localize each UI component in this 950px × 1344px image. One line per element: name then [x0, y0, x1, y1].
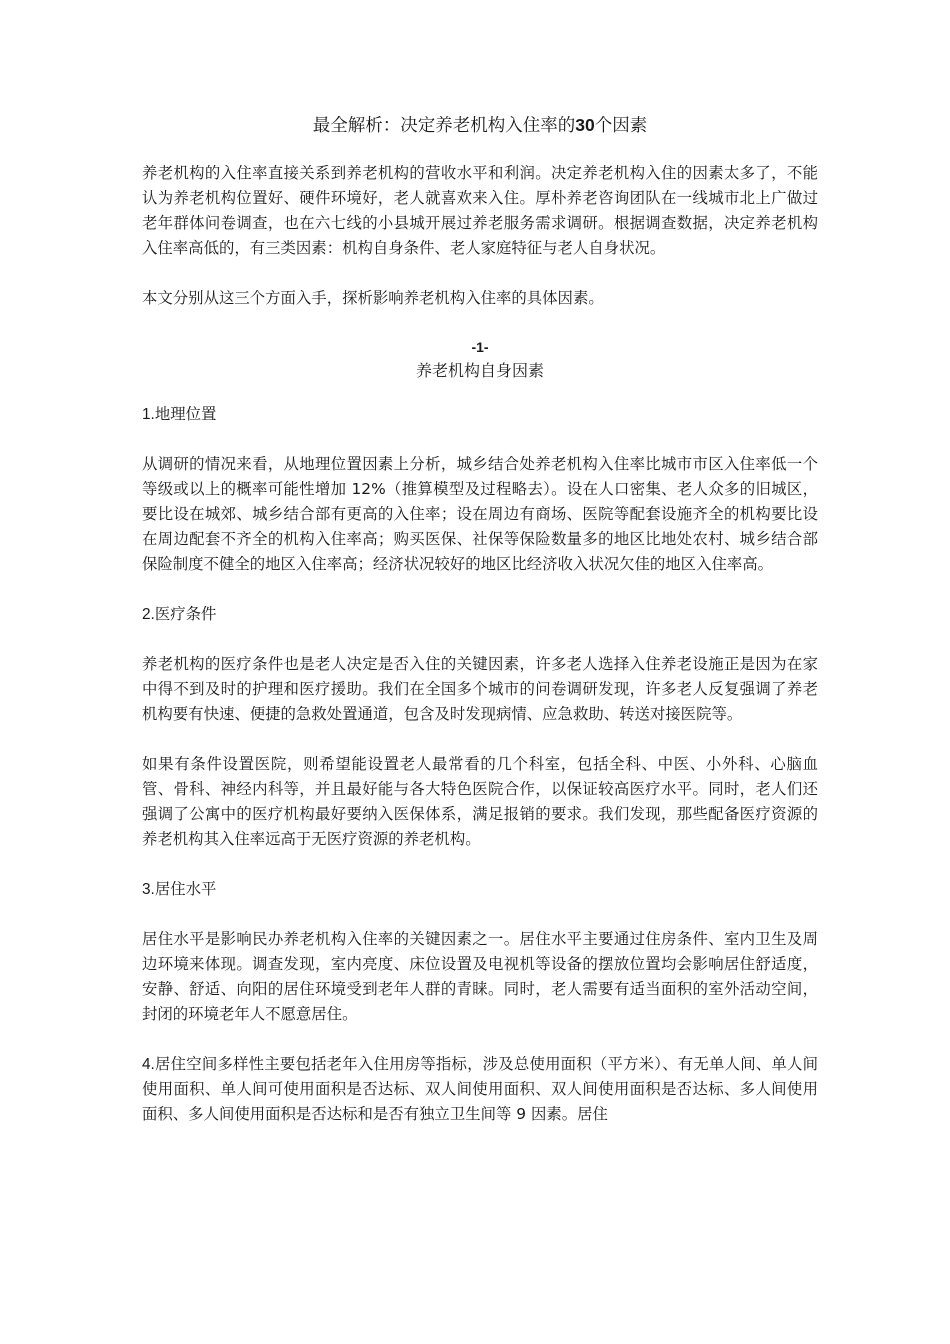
intro-paragraph: 养老机构的入住率直接关系到养老机构的营收水平和利润。决定养老机构入住的因素太多了，不能认为养老机构位置好、硬件环境好，老人就喜欢来入住。厚朴养老咨询团队在一线城市北上广做过老年群体问卷调查，也在六七线的小县城开展过养老服务需求调研。根据调查数据，决定养老机构入住率高低的，有三类因素：机构自身条件、老人家庭特征与老人自身状况。 — [142, 164, 818, 257]
section-title: 养老机构自身因素 — [415, 361, 544, 380]
section-number: -1- — [471, 339, 489, 355]
title-number: 30 — [575, 115, 595, 135]
paragraph-medical-2: 如果有条件设置医院，则希望能设置老人最常看的几个科室，包括全科、中医、小外科、心脑血管、骨科、神经内科等，并且最好能与各大特色医院合作，以保证较高医疗水平。同时，老人们还强调了公寓中的医疗机构最好要纳入医保体系，满足报销的要求。我们发现，那些配备医疗资源的养老机构其入住率远高于无医疗资源的养老机构。 — [142, 755, 818, 848]
subheading-number: 2. — [142, 606, 155, 623]
intro-summary-paragraph: 本文分别从这三个方面入手，探析影响养老机构入住率的具体因素。 — [142, 289, 604, 307]
paragraph-medical-1: 养老机构的医疗条件也是老人决定是否入住的关键因素，许多老人选择入住养老设施正是因为在家中得不到及时的护理和医疗援助。我们在全国多个城市的问卷调研发现，许多老人反复强调了养老机构要有快速、便捷的急救处置通道，包含及时发现病情、应急救助、转送对接医院等。 — [142, 655, 818, 723]
document-page — [142, 110, 818, 1127]
paragraph-location: 从调研的情况来看，从地理位置因素上分析，城乡结合处养老机构入住率比城市市区入住率低一个等级或以上的概率可能性增加 12%（推算模型及过程略去）。设在人口密集、老人众多的旧城区，要比设在城郊、城乡结合部有更高的入住率；设在周边有商场、医院等配套设施齐全的机构要比设在周边配套不齐全的机构入住率高；购买医保、社保等保险数量多的地区比地处农村、城乡结合部保险制度不健全的地区入住率高；经济状况较好的地区比经济收入状况欠佳的地区入住率高。 — [142, 455, 818, 573]
subheading-text: 医疗条件 — [154, 605, 217, 623]
paragraph-number: 4. — [142, 1056, 155, 1073]
subheading-number: 3. — [142, 881, 155, 898]
subheading-medical — [142, 602, 818, 627]
subheading-text: 居住水平 — [154, 880, 217, 898]
document-title — [142, 110, 818, 141]
paragraph-space-diversity — [142, 1052, 818, 1127]
paragraph-text: 居住空间多样性主要包括老年入住用房等指标，涉及总使用面积（平方米）、有无单人间、单人间使用面积、单人间可使用面积是否达标、双人间使用面积、双人间使用面积是否达标、多人间使用面积、多人间使用面积是否达标和是否有独立卫生间等 9 因素。居住 — [142, 1055, 818, 1123]
subheading-text: 地理位置 — [154, 405, 217, 423]
subheading-number: 1. — [142, 406, 155, 423]
title-text: 最全解析：决定养老机构入住率的 — [312, 116, 576, 136]
title-suffix: 个因素 — [594, 116, 648, 136]
paragraph-living: 居住水平是影响民办养老机构入住率的关键因素之一。居住水平主要通过住房条件、室内卫生及周边环境来体现。调查发现，室内亮度、床位设置及电视机等设备的摆放位置均会影响居住舒适度，安静、舒适、向阳的居住环境受到老年人群的青睐。同时，老人需要有适当面积的室外活动空间，封闭的环境老年人不愿意居住。 — [142, 930, 818, 1023]
subheading-location — [142, 402, 818, 427]
subheading-living — [142, 877, 818, 902]
